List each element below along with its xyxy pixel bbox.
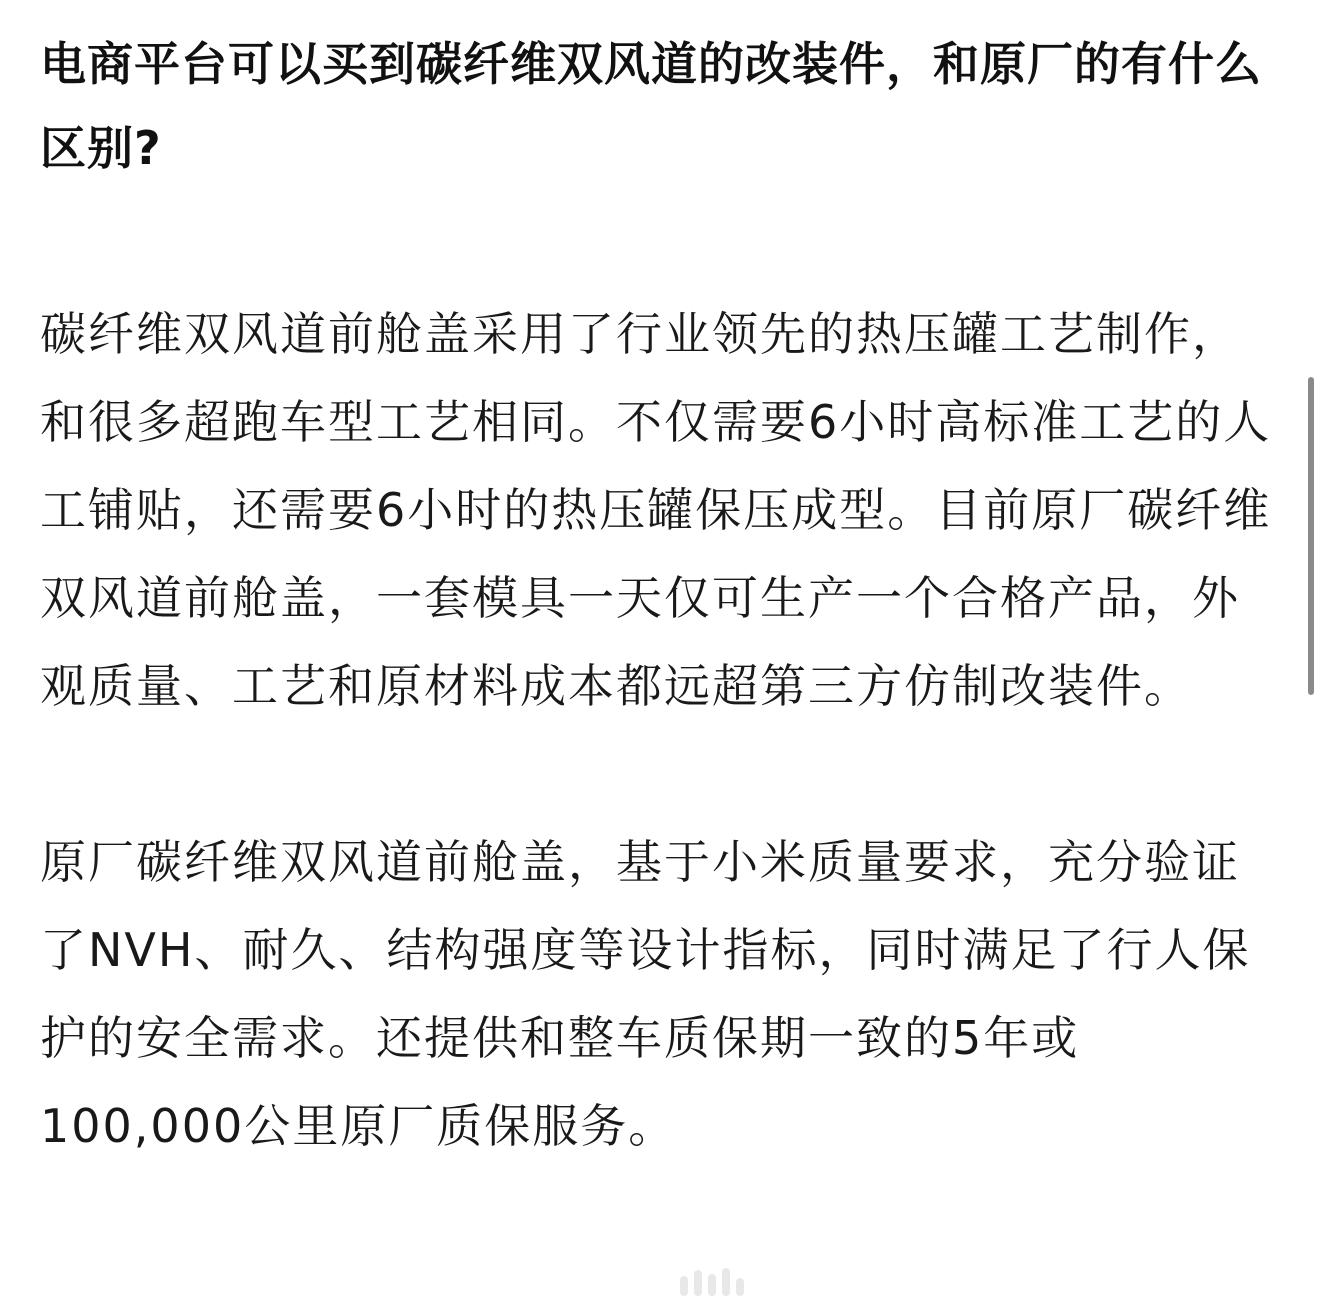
watermark-logo	[680, 1268, 760, 1298]
article-content	[40, 22, 1280, 1170]
answer-paragraph-1: 碳纤维双风道前舱盖采用了行业领先的热压罐工艺制作，和很多超跑车型工艺相同。不仅需要6小时高标准工艺的人工铺贴，还需要6小时的热压罐保压成型。目前原厂碳纤维双风道前舱盖，一套模具一天仅可生产一个合格产品，外观质量、工艺和原材料成本都远超第三方仿制改装件。	[40, 307, 1272, 713]
question-title: 电商平台可以买到碳纤维双风道的改装件，和原厂的有什么区别?	[40, 37, 1262, 175]
vertical-scrollbar[interactable]	[1308, 377, 1314, 695]
answer-paragraph-2: 原厂碳纤维双风道前舱盖，基于小米质量要求，充分验证了NVH、耐久、结构强度等设计指标，同时满足了行人保护的安全需求。还提供和整车质保期一致的5年或100,000公里原厂质保服务。	[40, 835, 1251, 1153]
